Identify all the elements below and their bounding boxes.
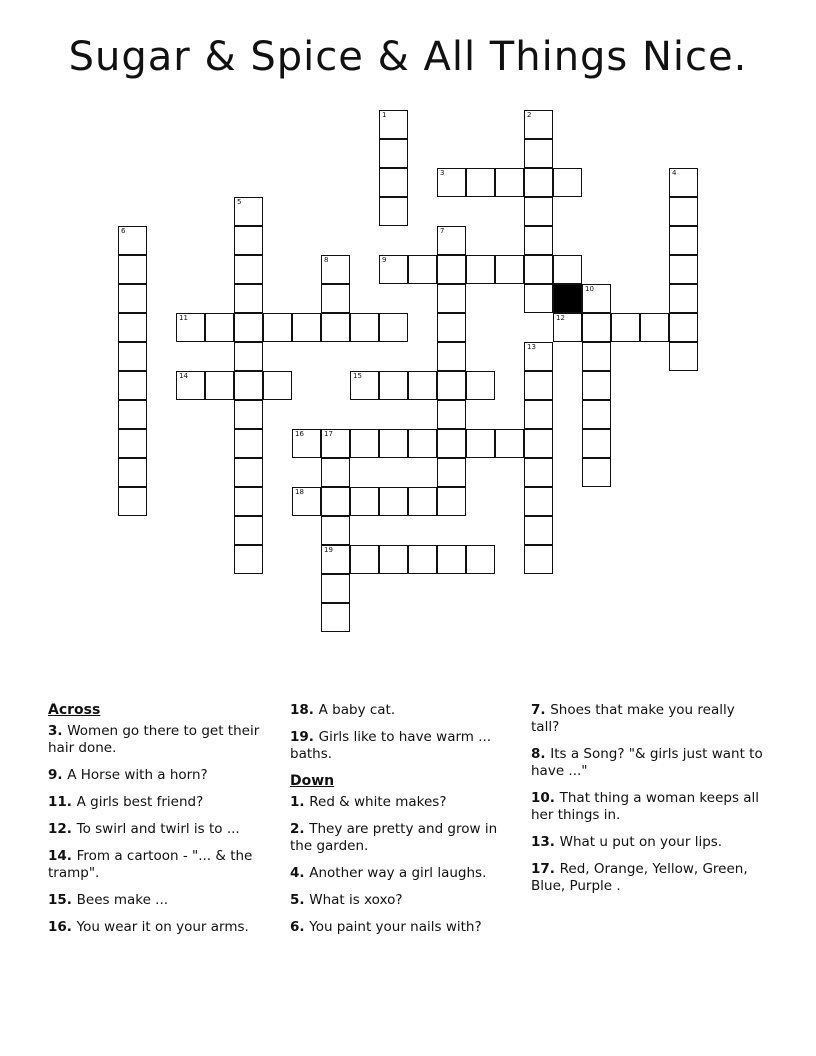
grid-cell[interactable] <box>524 255 553 284</box>
grid-cell[interactable] <box>466 168 495 197</box>
grid-cell[interactable] <box>437 429 466 458</box>
grid-cell[interactable] <box>466 371 495 400</box>
grid-cell[interactable] <box>234 458 263 487</box>
grid-cell[interactable] <box>234 284 263 313</box>
clue-number-label: 12. <box>48 821 77 837</box>
grid-cell[interactable] <box>118 342 147 371</box>
grid-cell[interactable] <box>379 197 408 226</box>
grid-cell[interactable] <box>379 110 408 139</box>
clue-number-label: 5. <box>290 892 310 908</box>
grid-cell[interactable] <box>379 255 408 284</box>
clue-number: 2 <box>527 111 532 119</box>
clue-number: 5 <box>237 198 242 206</box>
clue-item <box>290 865 510 882</box>
grid-cell[interactable] <box>176 371 205 400</box>
grid-cell[interactable] <box>669 284 698 313</box>
grid-cell[interactable] <box>437 342 466 371</box>
grid-cell[interactable] <box>524 371 553 400</box>
grid-cell[interactable] <box>466 255 495 284</box>
grid-cell[interactable] <box>350 313 379 342</box>
clue-text: They are pretty and grow in the garden. <box>290 821 498 854</box>
grid-cell[interactable] <box>669 342 698 371</box>
grid-cell[interactable] <box>118 429 147 458</box>
grid-cell[interactable] <box>118 313 147 342</box>
grid-cell[interactable] <box>524 545 553 574</box>
grid-cell[interactable] <box>408 429 437 458</box>
grid-cell[interactable] <box>669 313 698 342</box>
clue-number: 19 <box>324 546 333 554</box>
clue-number-label: 14. <box>48 848 77 864</box>
grid-cell[interactable] <box>611 313 640 342</box>
puzzle-title: Sugar & Spice & All Things Nice. <box>68 34 748 80</box>
clue-number: 18 <box>295 488 304 496</box>
clue-text: You wear it on your arms. <box>76 919 249 935</box>
grid-cell[interactable] <box>524 197 553 226</box>
clue-text: A girls best friend? <box>76 794 204 810</box>
clue-text: That thing a woman keeps all her things in. <box>531 790 760 823</box>
clue-number-label: 18. <box>290 702 319 718</box>
clue-number: 8 <box>324 256 329 264</box>
clue-number: 9 <box>382 256 387 264</box>
grid-cell[interactable] <box>234 545 263 574</box>
grid-cell[interactable] <box>234 313 263 342</box>
grid-cell[interactable] <box>263 371 292 400</box>
grid-cell[interactable] <box>437 168 466 197</box>
clue-item <box>290 919 510 936</box>
clue-text: Its a Song? "& girls just want to have ..." <box>531 746 763 779</box>
clue-item <box>290 821 510 855</box>
grid-cell[interactable] <box>118 400 147 429</box>
clue-text: To swirl and twirl is to ... <box>76 821 240 837</box>
clue-text: Shoes that make you really tall? <box>531 702 735 735</box>
grid-cell[interactable] <box>321 603 350 632</box>
clue-number-label: 11. <box>48 794 77 810</box>
clue-item <box>531 702 763 736</box>
grid-cell[interactable] <box>437 371 466 400</box>
clue-item <box>290 729 510 763</box>
clue-heading-across: Across <box>48 702 101 718</box>
grid-cell[interactable] <box>437 458 466 487</box>
clue-item <box>531 834 763 851</box>
grid-cell[interactable] <box>582 371 611 400</box>
grid-cell[interactable] <box>176 313 205 342</box>
grid-cell[interactable] <box>205 313 234 342</box>
grid-cell[interactable] <box>321 545 350 574</box>
clue-item <box>48 794 273 811</box>
grid-cell[interactable] <box>524 284 553 313</box>
grid-cell[interactable] <box>466 429 495 458</box>
grid-cell[interactable] <box>234 487 263 516</box>
grid-cell[interactable] <box>495 255 524 284</box>
clue-number-label: 8. <box>531 746 551 762</box>
grid-cell[interactable] <box>466 545 495 574</box>
grid-cell[interactable] <box>379 371 408 400</box>
grid-cell[interactable] <box>292 313 321 342</box>
grid-cell[interactable] <box>234 197 263 226</box>
clue-number: 17 <box>324 430 333 438</box>
clue-text: A baby cat. <box>318 702 396 718</box>
clue-number: 7 <box>440 227 445 235</box>
grid-cell[interactable] <box>350 487 379 516</box>
grid-cell[interactable] <box>524 487 553 516</box>
clue-number-label: 13. <box>531 834 560 850</box>
clue-number: 6 <box>121 227 126 235</box>
grid-cell[interactable] <box>524 458 553 487</box>
grid-cell[interactable] <box>321 574 350 603</box>
clues-column-2 <box>290 702 510 946</box>
grid-cell[interactable] <box>437 226 466 255</box>
grid-cell[interactable] <box>524 226 553 255</box>
clue-item <box>290 794 510 811</box>
grid-cell[interactable] <box>118 255 147 284</box>
clue-number: 10 <box>585 285 594 293</box>
clue-number-label: 7. <box>531 702 551 718</box>
grid-cell[interactable] <box>582 429 611 458</box>
grid-cell[interactable] <box>553 255 582 284</box>
grid-cell[interactable] <box>118 226 147 255</box>
clue-number-label: 17. <box>531 861 560 877</box>
clue-number: 3 <box>440 169 445 177</box>
clue-text: What is xoxo? <box>309 892 403 908</box>
grid-cell[interactable] <box>379 313 408 342</box>
clue-heading-down: Down <box>290 773 335 789</box>
grid-cell[interactable] <box>234 255 263 284</box>
clue-text: A Horse with a horn? <box>67 767 208 783</box>
clue-number-label: 16. <box>48 919 77 935</box>
clue-text: Girls like to have warm ... baths. <box>290 729 492 762</box>
clue-text: Red & white makes? <box>309 794 447 810</box>
grid-cell[interactable] <box>437 545 466 574</box>
clues-column-1 <box>48 702 273 946</box>
clue-item <box>531 746 763 780</box>
grid-cell[interactable] <box>437 284 466 313</box>
grid-cell[interactable] <box>408 545 437 574</box>
grid-cell[interactable] <box>495 168 524 197</box>
grid-cell[interactable] <box>669 255 698 284</box>
clue-text: Women go there to get their hair done. <box>48 723 260 756</box>
clue-number-label: 4. <box>290 865 310 881</box>
grid-cell[interactable] <box>379 487 408 516</box>
clue-number-label: 1. <box>290 794 310 810</box>
grid-cell[interactable] <box>234 429 263 458</box>
grid-cell[interactable] <box>408 371 437 400</box>
grid-cell[interactable] <box>234 400 263 429</box>
grid-cell[interactable] <box>553 168 582 197</box>
grid-cell[interactable] <box>524 400 553 429</box>
grid-cell[interactable] <box>408 255 437 284</box>
clue-item <box>48 919 273 936</box>
grid-cell[interactable] <box>524 110 553 139</box>
grid-cell[interactable] <box>321 429 350 458</box>
grid-cell[interactable] <box>263 313 292 342</box>
black-square <box>553 284 582 313</box>
grid-cell[interactable] <box>321 313 350 342</box>
grid-cell[interactable] <box>321 284 350 313</box>
clue-text: Another way a girl laughs. <box>309 865 487 881</box>
grid-cell[interactable] <box>118 284 147 313</box>
clue-number: 13 <box>527 343 536 351</box>
clue-number: 15 <box>353 372 362 380</box>
grid-cell[interactable] <box>437 487 466 516</box>
clue-text: You paint your nails with? <box>309 919 482 935</box>
grid-cell[interactable] <box>524 516 553 545</box>
grid-cell[interactable] <box>234 371 263 400</box>
grid-cell[interactable] <box>495 429 524 458</box>
grid-cell[interactable] <box>669 197 698 226</box>
clue-text: From a cartoon - "... & the tramp". <box>48 848 253 881</box>
grid-cell[interactable] <box>408 487 437 516</box>
clue-item <box>48 821 273 838</box>
clue-text: Red, Orange, Yellow, Green, Blue, Purple . <box>531 861 748 894</box>
grid-cell[interactable] <box>205 371 234 400</box>
grid-cell[interactable] <box>321 255 350 284</box>
grid-cell[interactable] <box>640 313 669 342</box>
grid-cell[interactable] <box>582 313 611 342</box>
grid-cell[interactable] <box>118 458 147 487</box>
clues-column-3 <box>531 702 763 905</box>
clue-item <box>531 790 763 824</box>
grid-cell[interactable] <box>234 516 263 545</box>
grid-cell[interactable] <box>292 429 321 458</box>
grid-cell[interactable] <box>524 139 553 168</box>
clue-item <box>48 767 273 784</box>
grid-cell[interactable] <box>118 371 147 400</box>
clue-number: 1 <box>382 111 387 119</box>
clue-number: 14 <box>179 372 188 380</box>
clue-number-label: 10. <box>531 790 560 806</box>
clue-item <box>48 848 273 882</box>
grid-cell[interactable] <box>379 429 408 458</box>
grid-cell[interactable] <box>321 487 350 516</box>
clue-number-label: 19. <box>290 729 319 745</box>
clue-number: 12 <box>556 314 565 322</box>
grid-cell[interactable] <box>379 139 408 168</box>
grid-cell[interactable] <box>524 342 553 371</box>
grid-cell[interactable] <box>350 429 379 458</box>
clue-item <box>48 723 273 757</box>
grid-cell[interactable] <box>582 400 611 429</box>
clue-text: Bees make ... <box>76 892 169 908</box>
grid-cell[interactable] <box>437 313 466 342</box>
clue-item <box>531 861 763 895</box>
grid-cell[interactable] <box>524 168 553 197</box>
clue-number-label: 9. <box>48 767 68 783</box>
clue-number-label: 3. <box>48 723 68 739</box>
clue-number-label: 15. <box>48 892 77 908</box>
grid-cell[interactable] <box>234 226 263 255</box>
grid-cell[interactable] <box>321 516 350 545</box>
clue-number: 4 <box>672 169 677 177</box>
grid-cell[interactable] <box>553 313 582 342</box>
grid-cell[interactable] <box>292 487 321 516</box>
grid-cell[interactable] <box>582 342 611 371</box>
grid-cell[interactable] <box>379 168 408 197</box>
grid-cell[interactable] <box>582 458 611 487</box>
grid-cell[interactable] <box>524 429 553 458</box>
clue-number: 16 <box>295 430 304 438</box>
grid-cell[interactable] <box>379 545 408 574</box>
clue-item <box>290 702 510 719</box>
clue-text: What u put on your lips. <box>559 834 723 850</box>
grid-cell[interactable] <box>582 284 611 313</box>
clue-item <box>290 892 510 909</box>
clue-number-label: 2. <box>290 821 310 837</box>
clue-number: 11 <box>179 314 188 322</box>
clue-number-label: 6. <box>290 919 310 935</box>
grid-cell[interactable] <box>321 458 350 487</box>
grid-cell[interactable] <box>437 400 466 429</box>
grid-cell[interactable] <box>437 255 466 284</box>
grid-cell[interactable] <box>669 226 698 255</box>
clue-item <box>48 892 273 909</box>
grid-cell[interactable] <box>118 487 147 516</box>
grid-cell[interactable] <box>350 371 379 400</box>
grid-cell[interactable] <box>234 342 263 371</box>
grid-cell[interactable] <box>669 168 698 197</box>
grid-cell[interactable] <box>350 545 379 574</box>
